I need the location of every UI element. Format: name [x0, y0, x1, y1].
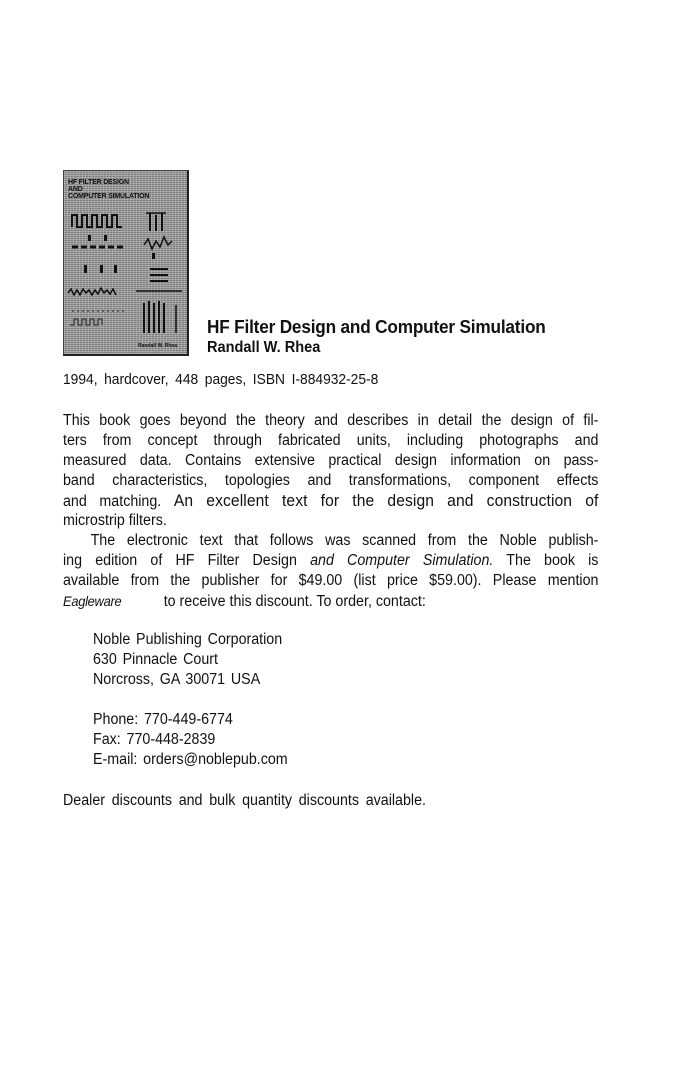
- publication-info: 1994, hardcover, 448 pages, ISBN I-884932-25-8: [63, 371, 379, 388]
- description-line: measured data. Contains extensive practical design information on pass-: [63, 452, 599, 469]
- dealer-note: Dealer discounts and bulk quantity discounts available.: [63, 792, 426, 809]
- book-title: HF Filter Design and Computer Simulation: [207, 316, 546, 337]
- contact-fax: Fax: 770-448-2839: [93, 731, 216, 748]
- cover-title-line: AND: [68, 186, 83, 193]
- description-line: microstrip filters.: [63, 512, 167, 529]
- cover-author: Randall W. Rhea: [138, 343, 177, 349]
- description-text: ing edition of HF Filter Design: [63, 552, 297, 569]
- description-line: band characteristics, topologies and transformations, component effects: [63, 472, 599, 489]
- description-line: This book goes beyond the theory and describes in detail the design of fil-: [63, 412, 599, 429]
- description-line: [63, 491, 598, 511]
- cover-title: [68, 179, 149, 200]
- cover-filter-artwork: [64, 201, 188, 341]
- book-cover-image: [63, 170, 189, 356]
- description-line: ters from concept through fabricated units, including photographs and: [63, 432, 599, 449]
- description-highlight: An excellent text for the design and construction of: [173, 491, 599, 510]
- description-line: The electronic text that follows was scanned from the Noble publish-: [90, 532, 599, 549]
- description-text: The book is: [506, 552, 599, 569]
- description-italic: Eagleware: [63, 593, 122, 609]
- description-text: and matching.: [63, 493, 162, 510]
- contact-company: Noble Publishing Corporation: [93, 631, 283, 648]
- contact-street: 630 Pinnacle Court: [93, 651, 218, 668]
- contact-email: E-mail: orders@noblepub.com: [93, 751, 288, 768]
- book-description: [63, 411, 598, 611]
- cover-title-line: HF FILTER DESIGN: [68, 179, 129, 186]
- description-italic: and Computer Simulation.: [310, 552, 494, 569]
- book-author: Randall W. Rhea: [207, 339, 321, 356]
- contact-city: Norcross, GA 30071 USA: [93, 671, 261, 688]
- description-text: to receive this discount. To order, contact:: [163, 593, 426, 610]
- cover-title-line: COMPUTER SIMULATION: [68, 193, 150, 200]
- contact-phone: Phone: 770-449-6774: [93, 711, 233, 728]
- description-line: available from the publisher for $49.00 (list price $59.00). Please mention: [63, 572, 599, 589]
- description-line: [63, 591, 598, 611]
- description-line: [63, 551, 598, 571]
